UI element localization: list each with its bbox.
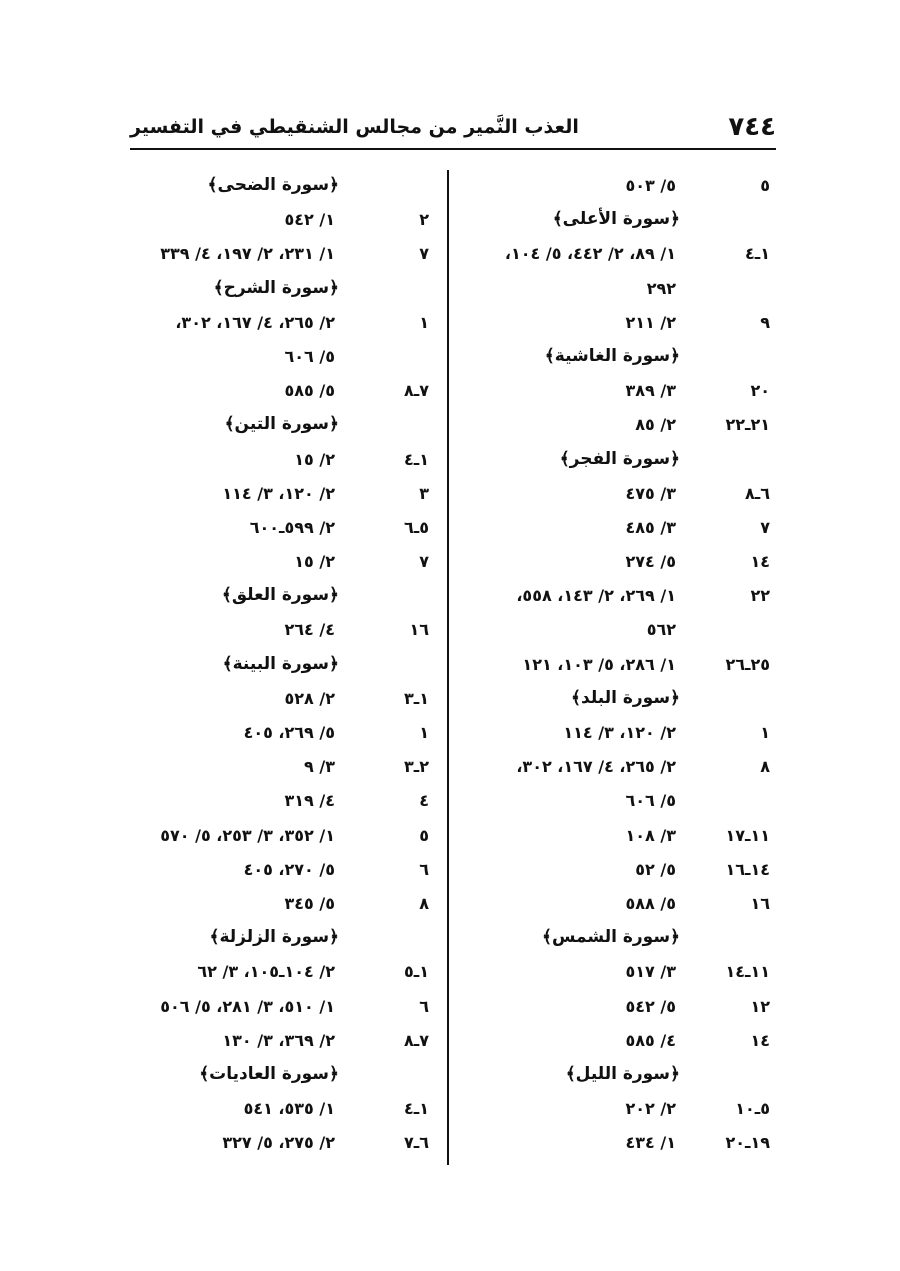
index-row (130, 717, 435, 751)
index-row (130, 546, 435, 580)
index-row (470, 854, 776, 888)
volume-page-refs: ٥٦٢ (646, 620, 676, 640)
volume-page-refs: ٥/ ٣٤٥ (284, 893, 335, 913)
volume-page-refs: ٢/ ٢٠٢ (625, 1099, 676, 1119)
surah-heading: ﴿سورة الغاشية﴾ (544, 345, 680, 366)
verse-number: ١٤ـ١٦ (725, 859, 770, 879)
index-row (470, 170, 776, 204)
verse-number: ٩ (760, 312, 770, 332)
surah-heading: ﴿سورة الليل﴾ (565, 1063, 680, 1084)
surah-heading-row (470, 341, 776, 375)
volume-page-refs: ١/ ٢٦٩، ٢/ ١٤٣، ٥٥٨، (516, 586, 676, 606)
index-row (470, 478, 776, 512)
volume-page-refs: ٥/ ٦٠٦ (625, 791, 676, 811)
verse-number: ٨ (760, 757, 770, 777)
surah-heading-row (130, 922, 435, 956)
verse-number: ٦ (419, 996, 429, 1016)
index-row (470, 1093, 776, 1127)
verse-number: ١ـ٥ (404, 962, 429, 982)
surah-heading-row (470, 683, 776, 717)
volume-page-refs: ٣/ ٣٨٩ (625, 381, 676, 401)
index-row (470, 751, 776, 785)
verse-number: ٥ـ١٠ (735, 1099, 770, 1119)
surah-heading-row (470, 1059, 776, 1093)
verse-number: ٢١ـ٢٢ (725, 415, 770, 435)
volume-page-refs: ٢/ ٥٩٩ـ٦٠٠ (249, 517, 335, 537)
surah-heading: ﴿سورة الشمس﴾ (542, 927, 680, 948)
surah-heading: ﴿سورة البلد﴾ (571, 687, 680, 708)
surah-heading-row (470, 204, 776, 238)
surah-heading-row (130, 170, 435, 204)
verse-number: ١ـ٣ (404, 688, 429, 708)
index-row (470, 888, 776, 922)
surah-heading-row (470, 922, 776, 956)
page-number: ٧٤٤ (728, 112, 776, 142)
index-row (130, 956, 435, 990)
volume-page-refs: ٥/ ٥٨٥ (284, 381, 335, 401)
verse-number: ١٤ (750, 552, 770, 572)
volume-page-refs: ١/ ٤٣٤ (625, 1133, 676, 1153)
verse-number: ٢٠ (750, 381, 770, 401)
index-row (130, 238, 435, 272)
surah-heading: ﴿سورة التين﴾ (224, 414, 339, 435)
index-row (130, 751, 435, 785)
volume-page-refs: ٢/ ٢٦٥، ٤/ ١٦٧، ٣٠٢، (175, 312, 335, 332)
surah-heading: ﴿سورة البينة﴾ (222, 653, 339, 674)
index-row (130, 512, 435, 546)
verse-number: ١١ـ١٧ (725, 825, 770, 845)
verse-number: ١٢ (750, 996, 770, 1016)
surah-heading: ﴿سورة العلق﴾ (221, 585, 339, 606)
volume-page-refs: ٥/ ٥٢ (635, 859, 676, 879)
book-title: العذب النَّمير من مجالس الشنقيطي في التفسير (130, 116, 579, 138)
index-row (470, 717, 776, 751)
verse-number: ١٦ (409, 620, 429, 640)
verse-number: ١ـ٤ (404, 449, 429, 469)
index-row (470, 580, 776, 614)
volume-page-refs: ١/ ٥٤٢ (284, 210, 335, 230)
index-row (130, 478, 435, 512)
volume-page-refs: ٤/ ٥٨٥ (625, 1030, 676, 1050)
index-row (470, 238, 776, 272)
verse-number: ٢٥ـ٢٦ (725, 654, 770, 674)
index-row (130, 991, 435, 1025)
volume-page-refs: ٢٩٢ (646, 278, 676, 298)
index-row (470, 512, 776, 546)
index-row (130, 1127, 435, 1161)
verse-number: ٥ (760, 176, 770, 195)
index-row (470, 785, 776, 819)
surah-heading: ﴿سورة الضحى﴾ (207, 175, 339, 195)
surah-heading: ﴿سورة الشرح﴾ (213, 277, 339, 298)
volume-page-refs: ٢/ ٢٧٥، ٥/ ٣٢٧ (222, 1133, 335, 1153)
volume-page-refs: ٥/ ٢٧٤ (625, 552, 676, 572)
verse-number: ٧ـ٨ (404, 1030, 429, 1050)
volume-page-refs: ١/ ٥٣٥، ٥٤١ (243, 1099, 335, 1119)
index-row (470, 307, 776, 341)
surah-heading: ﴿سورة الفجر﴾ (559, 448, 680, 469)
verse-number: ٦ـ٧ (404, 1133, 429, 1153)
volume-page-refs: ٣/ ١٠٨ (625, 825, 676, 845)
volume-page-refs: ٢/ ١٥ (294, 552, 335, 572)
verse-number: ٧ (419, 552, 429, 572)
surah-heading-row (130, 649, 435, 683)
index-row (470, 375, 776, 409)
index-row (470, 409, 776, 443)
index-row (130, 444, 435, 478)
index-row (130, 341, 435, 375)
verse-number: ١ـ٤ (404, 1099, 429, 1119)
volume-page-refs: ٢/ ٢٦٥، ٤/ ١٦٧، ٣٠٢، (516, 757, 676, 777)
volume-page-refs: ٥/ ٥٨٨ (625, 893, 676, 913)
index-row (470, 1025, 776, 1059)
volume-page-refs: ٣/ ٤٧٥ (625, 483, 676, 503)
volume-page-refs: ٥/ ٥٠٣ (625, 176, 676, 195)
surah-heading-row (130, 409, 435, 443)
verse-number: ١ (419, 312, 429, 332)
verse-number: ٤ (419, 791, 429, 811)
surah-heading-row (130, 273, 435, 307)
surah-heading: ﴿سورة العاديات﴾ (199, 1063, 339, 1084)
volume-page-refs: ٥/ ٢٧٠، ٤٠٥ (243, 859, 335, 879)
index-row (130, 1025, 435, 1059)
volume-page-refs: ٥/ ٢٦٩، ٤٠٥ (243, 723, 335, 742)
verse-number: ٢٢ (750, 586, 770, 606)
verse-number: ٥ (419, 825, 429, 845)
volume-page-refs: ٤/ ٢٦٤ (284, 620, 335, 640)
index-row (470, 273, 776, 307)
verse-number: ٢ (419, 210, 429, 230)
surah-heading: ﴿سورة الأعلى﴾ (552, 209, 680, 230)
volume-page-refs: ٢/ ١٢٠، ٣/ ١١٤ (563, 723, 676, 742)
index-row (470, 956, 776, 990)
verse-number: ١ (760, 723, 770, 742)
column-divider (447, 170, 449, 1165)
verse-number: ٣ (419, 483, 429, 503)
verse-number: ١٤ (750, 1030, 770, 1050)
verse-number: ٥ـ٦ (404, 517, 429, 537)
verse-number: ١ـ٤ (745, 244, 770, 264)
verse-number: ١ (419, 723, 429, 742)
surah-heading-row (130, 580, 435, 614)
page-header (130, 112, 776, 142)
verse-number: ٢ـ٣ (404, 757, 429, 777)
index-row (470, 546, 776, 580)
volume-page-refs: ٣/ ٥١٧ (625, 962, 676, 982)
verse-number: ١٩ـ٢٠ (725, 1133, 770, 1153)
volume-page-refs: ٢/ ٢١١ (625, 312, 676, 332)
volume-page-refs: ٥/ ٥٤٢ (625, 996, 676, 1016)
index-row (470, 614, 776, 648)
verse-number: ٨ (419, 893, 429, 913)
volume-page-refs: ١/ ٢٣١، ٢/ ١٩٧، ٤/ ٣٣٩ (160, 244, 335, 264)
index-column-left (130, 170, 435, 1161)
verse-number: ١١ـ١٤ (725, 962, 770, 982)
volume-page-refs: ٢/ ٥٢٨ (284, 688, 335, 708)
volume-page-refs: ٢/ ١٥ (294, 449, 335, 469)
index-row (130, 785, 435, 819)
index-row (130, 888, 435, 922)
volume-page-refs: ١/ ٣٥٢، ٣/ ٢٥٣، ٥/ ٥٧٠ (160, 825, 335, 845)
volume-page-refs: ٥/ ٦٠٦ (284, 346, 335, 366)
index-row (470, 991, 776, 1025)
verse-number: ٧ (419, 244, 429, 264)
index-row (130, 854, 435, 888)
volume-page-refs: ٣/ ٩ (304, 757, 335, 777)
index-column-right (470, 170, 776, 1161)
volume-page-refs: ١/ ٢٨٦، ٥/ ١٠٣، ١٢١ (522, 654, 676, 674)
surah-heading: ﴿سورة الزلزلة﴾ (209, 927, 339, 948)
volume-page-refs: ٣/ ٤٨٥ (625, 517, 676, 537)
header-rule (130, 148, 776, 150)
volume-page-refs: ٢/ ٣٦٩، ٣/ ١٣٠ (222, 1030, 335, 1050)
volume-page-refs: ١/ ٥١٠، ٣/ ٢٨١، ٥/ ٥٠٦ (160, 996, 335, 1016)
index-row (130, 683, 435, 717)
verse-number: ٦ (419, 859, 429, 879)
index-row (130, 1093, 435, 1127)
volume-page-refs: ٢/ ٨٥ (635, 415, 676, 435)
index-row (130, 307, 435, 341)
surah-heading-row (130, 1059, 435, 1093)
index-row (470, 820, 776, 854)
volume-page-refs: ٢/ ١٢٠، ٣/ ١١٤ (222, 483, 335, 503)
surah-heading-row (470, 444, 776, 478)
index-row (130, 375, 435, 409)
volume-page-refs: ٢/ ١٠٤ـ١٠٥، ٣/ ٦٢ (197, 962, 335, 982)
index-row (130, 204, 435, 238)
index-row (130, 820, 435, 854)
verse-number: ٧ـ٨ (404, 381, 429, 401)
volume-page-refs: ٤/ ٣١٩ (284, 791, 335, 811)
verse-number: ٧ (760, 517, 770, 537)
index-row (130, 614, 435, 648)
volume-page-refs: ١/ ٨٩، ٢/ ٤٤٢، ٥/ ١٠٤، (504, 244, 676, 264)
index-row (470, 649, 776, 683)
verse-number: ٦ـ٨ (745, 483, 770, 503)
verse-number: ١٦ (750, 893, 770, 913)
index-row (470, 1127, 776, 1161)
